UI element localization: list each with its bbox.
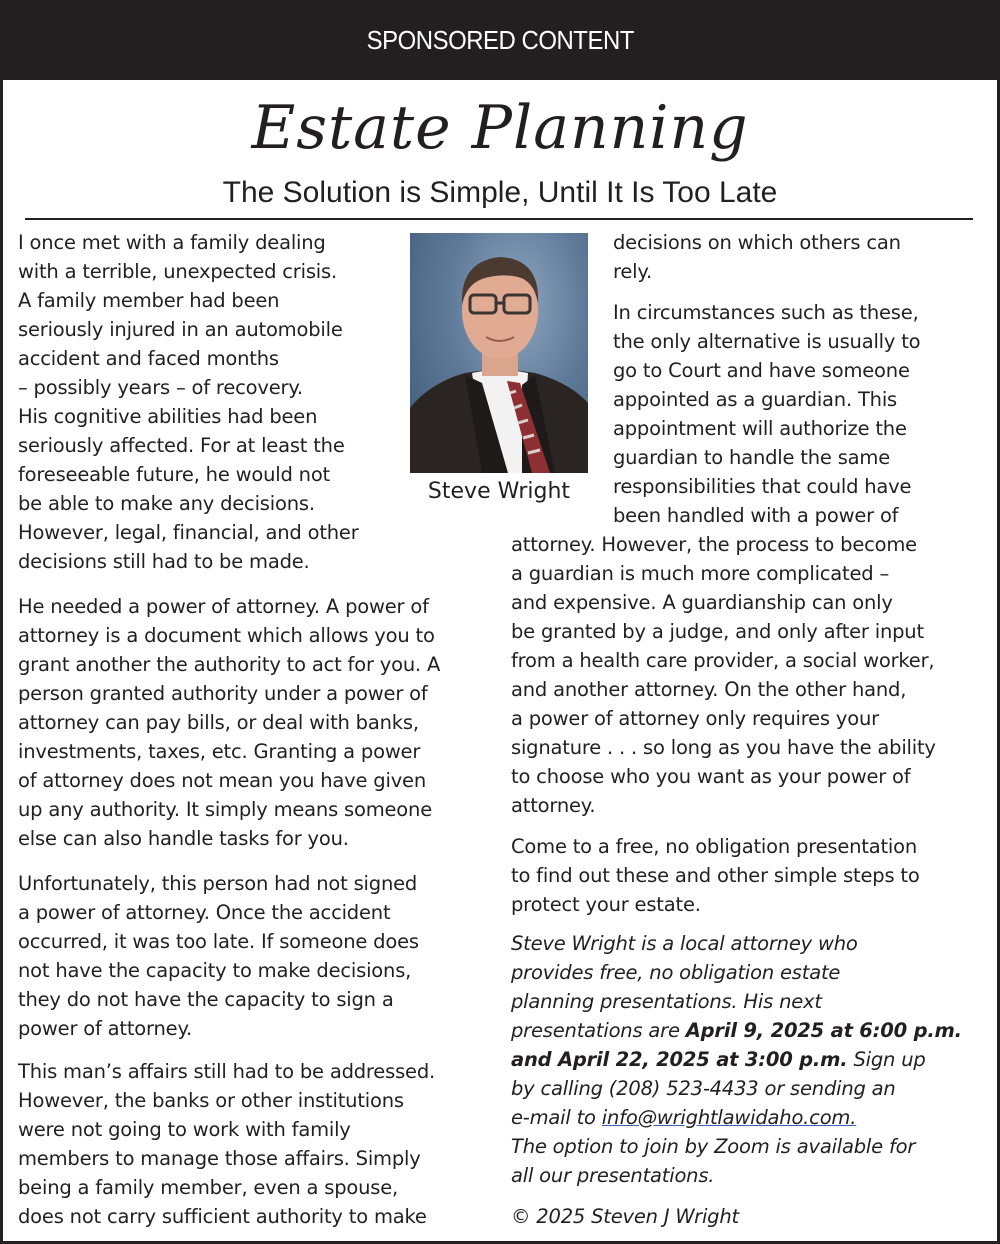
bio-text: e-mail to <box>511 1106 602 1129</box>
right-column-line: go to Court and have someone <box>613 359 910 382</box>
right-column-line: to choose who you want as your power of <box>511 765 911 788</box>
right-column-line: been handled with a power of <box>613 504 899 527</box>
right-column-line: and expensive. A guardianship can only <box>511 591 893 614</box>
presentation-date-1: April 9, 2025 at 6:00 p.m. <box>685 1019 962 1042</box>
right-column-line: guardian to handle the same <box>613 446 890 469</box>
copyright: © 2025 Steven J Wright <box>511 1205 739 1228</box>
bio-line: by calling (208) 523-4433 or sending an <box>511 1077 896 1100</box>
presentation-date-2: and April 22, 2025 at 3:00 p.m. <box>511 1048 848 1071</box>
right-column-line: In circumstances such as these, <box>613 301 919 324</box>
left-column-line: He needed a power of attorney. A power of <box>18 595 429 618</box>
left-column-line: person granted authority under a power of <box>18 682 428 705</box>
left-column-line: else can also handle tasks for you. <box>18 827 349 850</box>
left-column-line: attorney can pay bills, or deal with banks, <box>18 711 419 734</box>
right-column-line: and another attorney. On the other hand, <box>511 678 907 701</box>
right-column-line: Come to a free, no obligation presentation <box>511 835 918 858</box>
portrait-image <box>410 233 588 473</box>
bio-line: planning presentations. His next <box>511 990 822 1013</box>
right-column-line: rely. <box>613 260 652 283</box>
right-column-line: decisions on which others can <box>613 231 901 254</box>
bio-text: presentations are <box>511 1019 686 1042</box>
right-column-line: signature . . . so long as you have the ability <box>511 736 936 759</box>
left-column-line: not have the capacity to make decisions, <box>18 959 412 982</box>
left-column-line: with a terrible, unexpected crisis. <box>18 260 337 283</box>
left-column-line: Unfortunately, this person had not signed <box>18 872 418 895</box>
left-column-line: seriously affected. For at least the <box>18 434 345 457</box>
right-column-line: responsibilities that could have <box>613 475 912 498</box>
bio-line <box>511 1016 962 1045</box>
bio-line <box>511 1045 926 1074</box>
left-column-line: I once met with a family dealing <box>18 231 326 254</box>
bio-text: Sign up <box>847 1048 926 1071</box>
left-column-line: However, the banks or other institutions <box>18 1089 404 1112</box>
left-column-line: a power of attorney. Once the accident <box>18 901 391 924</box>
left-column-line: A family member had been <box>18 289 280 312</box>
right-column-line: from a health care provider, a social worker, <box>511 649 935 672</box>
right-column-line: protect your estate. <box>511 893 701 916</box>
bio-line: all our presentations. <box>511 1164 715 1187</box>
sponsored-banner <box>0 0 1000 80</box>
right-column-line: be granted by a judge, and only after input <box>511 620 924 643</box>
left-column-line: seriously injured in an automobile <box>18 318 343 341</box>
bio-line: provides free, no obligation estate <box>511 961 841 984</box>
right-column-line: a power of attorney only requires your <box>511 707 879 730</box>
right-column-line: appointed as a guardian. This <box>613 388 897 411</box>
left-column-line: foreseeable future, he would not <box>18 463 331 486</box>
left-column-line: members to manage those affairs. Simply <box>18 1147 421 1170</box>
right-column-line: a guardian is much more complicated – <box>511 562 890 585</box>
left-column-line: be able to make any decisions. <box>18 492 315 515</box>
title-divider <box>25 218 973 220</box>
left-column-line: power of attorney. <box>18 1017 193 1040</box>
left-column-line: of attorney does not mean you have given <box>18 769 426 792</box>
left-column-line: accident and faced months <box>18 347 279 370</box>
right-column-line: attorney. <box>511 794 596 817</box>
left-column-line: does not carry sufficient authority to make <box>18 1205 427 1228</box>
left-column-line: His cognitive abilities had been <box>18 405 318 428</box>
left-column-line: up any authority. It simply means someone <box>18 798 432 821</box>
left-column-line: investments, taxes, etc. Granting a power <box>18 740 421 763</box>
email-link[interactable]: info@wrightlawidaho.com. <box>601 1106 857 1129</box>
article-subtitle: The Solution is Simple, Until It Is Too Late <box>222 176 778 209</box>
right-column-line: attorney. However, the process to become <box>511 533 917 556</box>
left-column-line: they do not have the capacity to sign a <box>18 988 394 1011</box>
bio-line: The option to join by Zoom is available for <box>511 1135 916 1158</box>
left-column-line: – possibly years – of recovery. <box>18 376 303 399</box>
sponsored-label: SPONSORED CONTENT <box>366 24 634 55</box>
left-column-line: were not going to work with family <box>18 1118 351 1141</box>
bio-line <box>511 1103 856 1132</box>
right-column-line: the only alternative is usually to <box>613 330 921 353</box>
bio-line: Steve Wright is a local attorney who <box>511 932 858 955</box>
left-column-line: attorney is a document which allows you to <box>18 624 435 647</box>
author-photo <box>410 233 588 473</box>
article-title: Estate Planning <box>251 93 749 163</box>
left-column-line: This man’s affairs still had to be addressed. <box>18 1060 436 1083</box>
left-column-line: occurred, it was too late. If someone does <box>18 930 419 953</box>
left-column-line: However, legal, financial, and other <box>18 521 359 544</box>
left-column-line: grant another the authority to act for you. A <box>18 653 441 676</box>
left-column-line: being a family member, even a spouse, <box>18 1176 399 1199</box>
photo-caption: Steve Wright <box>427 479 571 504</box>
right-column-line: appointment will authorize the <box>613 417 907 440</box>
left-column-line: decisions still had to be made. <box>18 550 310 573</box>
right-column-line: to find out these and other simple steps to <box>511 864 920 887</box>
